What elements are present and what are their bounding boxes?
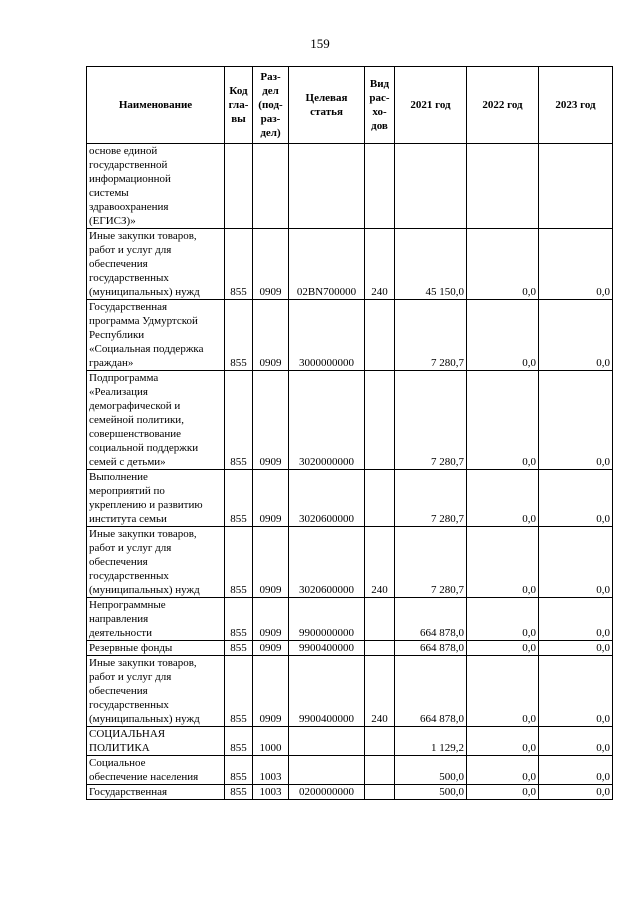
cell-year-2021: 7 280,7 xyxy=(395,527,467,598)
cell-year-2021: 7 280,7 xyxy=(395,470,467,527)
header-target-article: Целевая статья xyxy=(289,67,365,144)
cell-section: 1003 xyxy=(253,756,289,785)
cell-year-2023: 0,0 xyxy=(539,641,613,656)
cell-name: Социальное обеспечение населения xyxy=(87,756,225,785)
cell-year-2023: 0,0 xyxy=(539,371,613,470)
cell-year-2023: 0,0 xyxy=(539,527,613,598)
cell-target-article xyxy=(289,756,365,785)
cell-year-2022: 0,0 xyxy=(467,785,539,800)
table-row xyxy=(87,756,613,785)
cell-name: Резервные фонды xyxy=(87,641,225,656)
cell-year-2023: 0,0 xyxy=(539,756,613,785)
table-row xyxy=(87,300,613,371)
cell-expense-type: 240 xyxy=(365,656,395,727)
cell-name: Иные закупки товаров, работ и услуг для обеспечения государственных (муниципальных) нужд xyxy=(87,229,225,300)
cell-year-2023: 0,0 xyxy=(539,470,613,527)
cell-target-article: 9900400000 xyxy=(289,641,365,656)
cell-chapter-code: 855 xyxy=(225,300,253,371)
header-year-2022: 2022 год xyxy=(467,67,539,144)
cell-section xyxy=(253,144,289,229)
cell-chapter-code: 855 xyxy=(225,527,253,598)
cell-name: СОЦИАЛЬНАЯ ПОЛИТИКА xyxy=(87,727,225,756)
cell-target-article: 3000000000 xyxy=(289,300,365,371)
cell-expense-type xyxy=(365,371,395,470)
cell-target-article: 9900000000 xyxy=(289,598,365,641)
cell-chapter-code: 855 xyxy=(225,756,253,785)
cell-year-2022: 0,0 xyxy=(467,300,539,371)
cell-year-2022: 0,0 xyxy=(467,371,539,470)
table-body xyxy=(87,144,613,800)
page-number: 159 xyxy=(310,36,330,51)
cell-chapter-code xyxy=(225,144,253,229)
cell-expense-type xyxy=(365,785,395,800)
table-row xyxy=(87,598,613,641)
table-row xyxy=(87,641,613,656)
cell-year-2023: 0,0 xyxy=(539,300,613,371)
cell-name: Государственная xyxy=(87,785,225,800)
cell-year-2022 xyxy=(467,144,539,229)
cell-year-2023: 0,0 xyxy=(539,727,613,756)
cell-target-article: 3020000000 xyxy=(289,371,365,470)
cell-expense-type xyxy=(365,144,395,229)
cell-name: основе единой государственной информационной системы здравоохранения (ЕГИСЗ)» xyxy=(87,144,225,229)
cell-section: 0909 xyxy=(253,300,289,371)
header-year-2021: 2021 год xyxy=(395,67,467,144)
cell-year-2021 xyxy=(395,144,467,229)
cell-year-2022: 0,0 xyxy=(467,229,539,300)
cell-section: 0909 xyxy=(253,641,289,656)
cell-chapter-code: 855 xyxy=(225,727,253,756)
cell-year-2021: 7 280,7 xyxy=(395,300,467,371)
cell-year-2021: 7 280,7 xyxy=(395,371,467,470)
cell-year-2021: 45 150,0 xyxy=(395,229,467,300)
cell-target-article xyxy=(289,144,365,229)
cell-chapter-code: 855 xyxy=(225,470,253,527)
cell-year-2023 xyxy=(539,144,613,229)
table-row xyxy=(87,470,613,527)
cell-expense-type: 240 xyxy=(365,527,395,598)
cell-year-2023: 0,0 xyxy=(539,656,613,727)
table-row xyxy=(87,144,613,229)
cell-name: Выполнение мероприятий по укреплению и развитию института семьи xyxy=(87,470,225,527)
cell-section: 0909 xyxy=(253,229,289,300)
cell-year-2022: 0,0 xyxy=(467,470,539,527)
cell-expense-type: 240 xyxy=(365,229,395,300)
cell-chapter-code: 855 xyxy=(225,656,253,727)
cell-expense-type xyxy=(365,470,395,527)
cell-chapter-code: 855 xyxy=(225,371,253,470)
cell-chapter-code: 855 xyxy=(225,598,253,641)
table-row xyxy=(87,371,613,470)
cell-expense-type xyxy=(365,756,395,785)
table-row xyxy=(87,656,613,727)
cell-target-article: 9900400000 xyxy=(289,656,365,727)
header-year-2023: 2023 год xyxy=(539,67,613,144)
cell-year-2022: 0,0 xyxy=(467,641,539,656)
table-row xyxy=(87,727,613,756)
cell-year-2021: 664 878,0 xyxy=(395,641,467,656)
cell-name: Иные закупки товаров, работ и услуг для обеспечения государственных (муниципальных) нужд xyxy=(87,656,225,727)
cell-expense-type xyxy=(365,300,395,371)
header-expense-type: Вид рас- хо- дов xyxy=(365,67,395,144)
table-header-row xyxy=(87,67,613,144)
cell-year-2021: 500,0 xyxy=(395,785,467,800)
cell-year-2022: 0,0 xyxy=(467,598,539,641)
cell-chapter-code: 855 xyxy=(225,229,253,300)
cell-year-2023: 0,0 xyxy=(539,229,613,300)
cell-chapter-code: 855 xyxy=(225,785,253,800)
table-row xyxy=(87,527,613,598)
cell-chapter-code: 855 xyxy=(225,641,253,656)
budget-table xyxy=(86,66,613,800)
header-chapter-code: Код гла- вы xyxy=(225,67,253,144)
cell-section: 0909 xyxy=(253,470,289,527)
cell-target-article: 02BN700000 xyxy=(289,229,365,300)
cell-name: Непрограммные направления деятельности xyxy=(87,598,225,641)
cell-expense-type xyxy=(365,727,395,756)
cell-section: 1003 xyxy=(253,785,289,800)
cell-target-article: 0200000000 xyxy=(289,785,365,800)
cell-year-2023: 0,0 xyxy=(539,598,613,641)
cell-name: Государственная программа Удмуртской Республики «Социальная поддержка граждан» xyxy=(87,300,225,371)
cell-year-2022: 0,0 xyxy=(467,656,539,727)
cell-year-2023: 0,0 xyxy=(539,785,613,800)
cell-section: 0909 xyxy=(253,371,289,470)
table-row xyxy=(87,229,613,300)
cell-year-2021: 500,0 xyxy=(395,756,467,785)
cell-year-2022: 0,0 xyxy=(467,727,539,756)
header-name: Наименование xyxy=(87,67,225,144)
cell-target-article: 3020600000 xyxy=(289,527,365,598)
cell-year-2021: 664 878,0 xyxy=(395,598,467,641)
cell-section: 1000 xyxy=(253,727,289,756)
cell-section: 0909 xyxy=(253,598,289,641)
cell-target-article: 3020600000 xyxy=(289,470,365,527)
header-section: Раз- дел (под- раз- дел) xyxy=(253,67,289,144)
cell-year-2022: 0,0 xyxy=(467,527,539,598)
cell-expense-type xyxy=(365,641,395,656)
cell-year-2022: 0,0 xyxy=(467,756,539,785)
cell-year-2021: 1 129,2 xyxy=(395,727,467,756)
cell-target-article xyxy=(289,727,365,756)
cell-name: Подпрограмма «Реализация демографической и семейной политики, совершенствование социальной поддержки семей с детьми» xyxy=(87,371,225,470)
table-row xyxy=(87,785,613,800)
cell-expense-type xyxy=(365,598,395,641)
cell-section: 0909 xyxy=(253,527,289,598)
cell-year-2021: 664 878,0 xyxy=(395,656,467,727)
cell-section: 0909 xyxy=(253,656,289,727)
cell-name: Иные закупки товаров, работ и услуг для обеспечения государственных (муниципальных) нужд xyxy=(87,527,225,598)
